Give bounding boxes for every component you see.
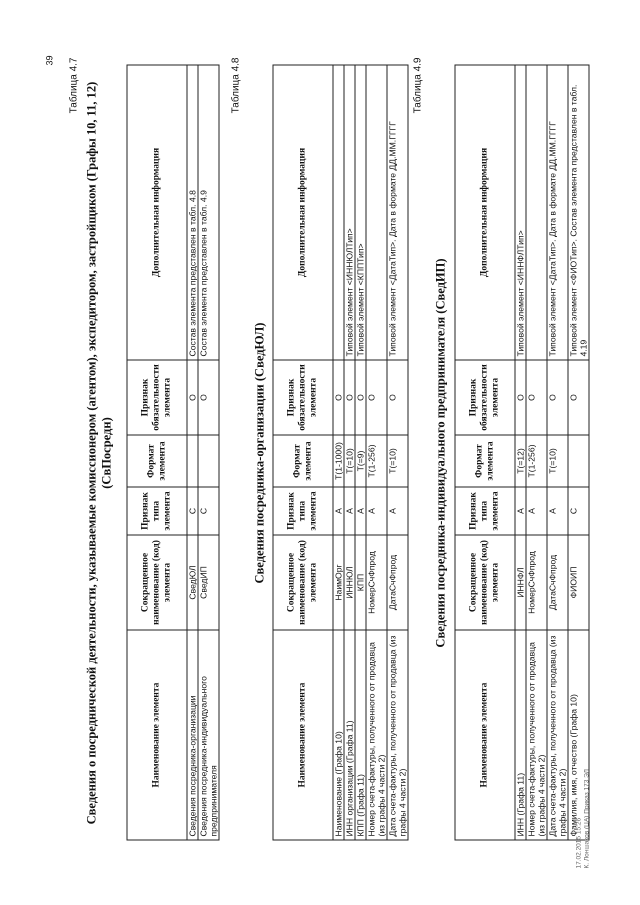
- cell-code: СведИП: [198, 535, 219, 630]
- header-required: Признак обязательности элемента: [273, 360, 333, 435]
- cell-required: О: [355, 360, 366, 435]
- table-row: [344, 65, 355, 840]
- cell-info: [366, 65, 387, 360]
- cell-format: [568, 435, 589, 487]
- cell-code: СведЮЛ: [187, 535, 198, 630]
- table-row: [547, 65, 568, 840]
- cell-format: T(1-256): [366, 435, 387, 487]
- cell-format: T(=10): [344, 435, 355, 487]
- table-row: [333, 65, 344, 840]
- table-row: [515, 65, 526, 840]
- cell-type: А: [333, 487, 344, 535]
- header-name: Наименование элемента: [455, 630, 515, 840]
- cell-name: Фамилия, имя, отчество (Графа 10): [568, 630, 589, 840]
- cell-type: А: [366, 487, 387, 535]
- cell-info: Состав элемента представлен в табл. 4.9: [198, 65, 219, 360]
- cell-required: О: [387, 360, 408, 435]
- cell-type: А: [387, 487, 408, 535]
- cell-name: ИНН (Графа 11): [515, 630, 526, 840]
- header-code: Сокращенное наименование (код) элемента: [273, 535, 333, 630]
- header-format: Формат элемента: [273, 435, 333, 487]
- cell-type: А: [526, 487, 547, 535]
- table-number-4-8: Таблица 4.8: [230, 57, 241, 113]
- table-row: [366, 65, 387, 840]
- cell-required: О: [198, 360, 219, 435]
- cell-name: Дата счета-фактуры, полученного от продавца (из графы 4 части 2): [547, 630, 568, 840]
- table-title-4-7: Сведения о посреднической деятельности, указываемые комиссионером (агентом), экспедитором, застройщиком (Графы 10, 11, 12) (СвПосредн): [84, 81, 113, 824]
- cell-info: Типовой элемент <ФИОТип>. Состав элемента представлен в табл. 4.19: [568, 65, 589, 360]
- cell-code: НомерСчФпрод: [366, 535, 387, 630]
- table-4-9: [454, 64, 589, 840]
- cell-info: [526, 65, 547, 360]
- header-name: Наименование элемента: [273, 630, 333, 840]
- cell-required: О: [547, 360, 568, 435]
- print-stamp: [575, 769, 591, 868]
- table-4-8: [272, 64, 408, 840]
- header-info: Дополнительная информация: [273, 65, 333, 360]
- stamp-line: К. Лоншаков (ЦА) Приказ 173 ЭЛ: [583, 768, 590, 868]
- header-required: Признак обязательности элемента: [455, 360, 515, 435]
- cell-type: С: [568, 487, 589, 535]
- cell-format: T(=10): [547, 435, 568, 487]
- cell-required: О: [187, 360, 198, 435]
- cell-code: КПП: [355, 535, 366, 630]
- header-format: Формат элемента: [455, 435, 515, 487]
- cell-required: О: [526, 360, 547, 435]
- cell-type: А: [515, 487, 526, 535]
- cell-info: Типовой элемент <ИННЮЛТип>: [344, 65, 355, 360]
- cell-name: Дата счета-фактуры, полученного от продавца (из графы 4 части 2): [387, 630, 408, 840]
- table-row: [387, 65, 408, 840]
- cell-name: ИНН организации (Графа 11): [344, 630, 355, 840]
- cell-type: А: [547, 487, 568, 535]
- cell-info: [333, 65, 344, 360]
- cell-name: КПП (Графа 11): [355, 630, 366, 840]
- table-row: [526, 65, 547, 840]
- cell-format: T(=12): [515, 435, 526, 487]
- table-row: [355, 65, 366, 840]
- table-number-4-9: Таблица 4.9: [412, 57, 423, 113]
- cell-info: Типовой элемент <ДатаТип>. Дата в формате ДД.ММ.ГГГГ: [547, 65, 568, 360]
- header-name: Наименование элемента: [127, 630, 187, 840]
- header-format: Формат элемента: [127, 435, 187, 487]
- cell-format: T(=9): [355, 435, 366, 487]
- header-type: Признак типа элемента: [127, 487, 187, 535]
- header-info: Дополнительная информация: [127, 65, 187, 360]
- header-required: Признак обязательности элемента: [127, 360, 187, 435]
- document-page: [40, 25, 600, 880]
- cell-type: С: [187, 487, 198, 535]
- cell-code: НомерСчФпрод: [526, 535, 547, 630]
- table-title-4-8: Сведения посредника-организации (СведЮЛ): [252, 322, 266, 583]
- table-row: [198, 65, 219, 840]
- table-row: [568, 65, 589, 840]
- cell-type: А: [344, 487, 355, 535]
- cell-name: Сведения посредника-индивидуального предпринимателя: [198, 630, 219, 840]
- table-4-7: [126, 64, 219, 840]
- header-type: Признак типа элемента: [455, 487, 515, 535]
- cell-info: Типовой элемент <КППТип>: [355, 65, 366, 360]
- cell-info: Состав элемента представлен в табл. 4.8: [187, 65, 198, 360]
- cell-code: ИННФЛ: [515, 535, 526, 630]
- table-number-4-7: Таблица 4.7: [68, 57, 79, 113]
- cell-type: С: [198, 487, 219, 535]
- cell-required: О: [515, 360, 526, 435]
- cell-name: Сведения посредника-организации: [187, 630, 198, 840]
- cell-type: А: [355, 487, 366, 535]
- cell-info: Типовой элемент <ИННФЛТип>: [515, 65, 526, 360]
- cell-format: [187, 435, 198, 487]
- cell-format: T(=10): [387, 435, 408, 487]
- cell-format: [198, 435, 219, 487]
- cell-format: T(1-1000): [333, 435, 344, 487]
- cell-code: ФИОИП: [568, 535, 589, 630]
- header-code: Сокращенное наименование (код) элемента: [455, 535, 515, 630]
- header-type: Признак типа элемента: [273, 487, 333, 535]
- cell-name: Номер счета-фактуры, полученного от продавца (из графы 4 части 2): [366, 630, 387, 840]
- cell-required: О: [568, 360, 589, 435]
- cell-info: Типовой элемент <ДатаТип>. Дата в формате ДД.ММ.ГГГГ: [387, 65, 408, 360]
- header-info: Дополнительная информация: [455, 65, 515, 360]
- cell-name: Номер счета-фактуры, полученного от продавца (из графы 4 части 2): [526, 630, 547, 840]
- table-row: [187, 65, 198, 840]
- cell-code: НаимОрг: [333, 535, 344, 630]
- table-title-4-9: Сведения посредника-индивидуального предпринимателя (СведИП): [433, 257, 447, 648]
- cell-required: О: [366, 360, 387, 435]
- stamp-line: 17.02.2015 15:26: [575, 817, 582, 868]
- cell-required: О: [333, 360, 344, 435]
- header-code: Сокращенное наименование (код) элемента: [127, 535, 187, 630]
- cell-code: ДатаСчФпрод: [547, 535, 568, 630]
- page-number: 39: [44, 55, 54, 66]
- cell-name: Наименование (Графа 10): [333, 630, 344, 840]
- cell-required: О: [344, 360, 355, 435]
- cell-format: T(1-256): [526, 435, 547, 487]
- cell-code: ДатаСчФпрод: [387, 535, 408, 630]
- cell-code: ИННЮЛ: [344, 535, 355, 630]
